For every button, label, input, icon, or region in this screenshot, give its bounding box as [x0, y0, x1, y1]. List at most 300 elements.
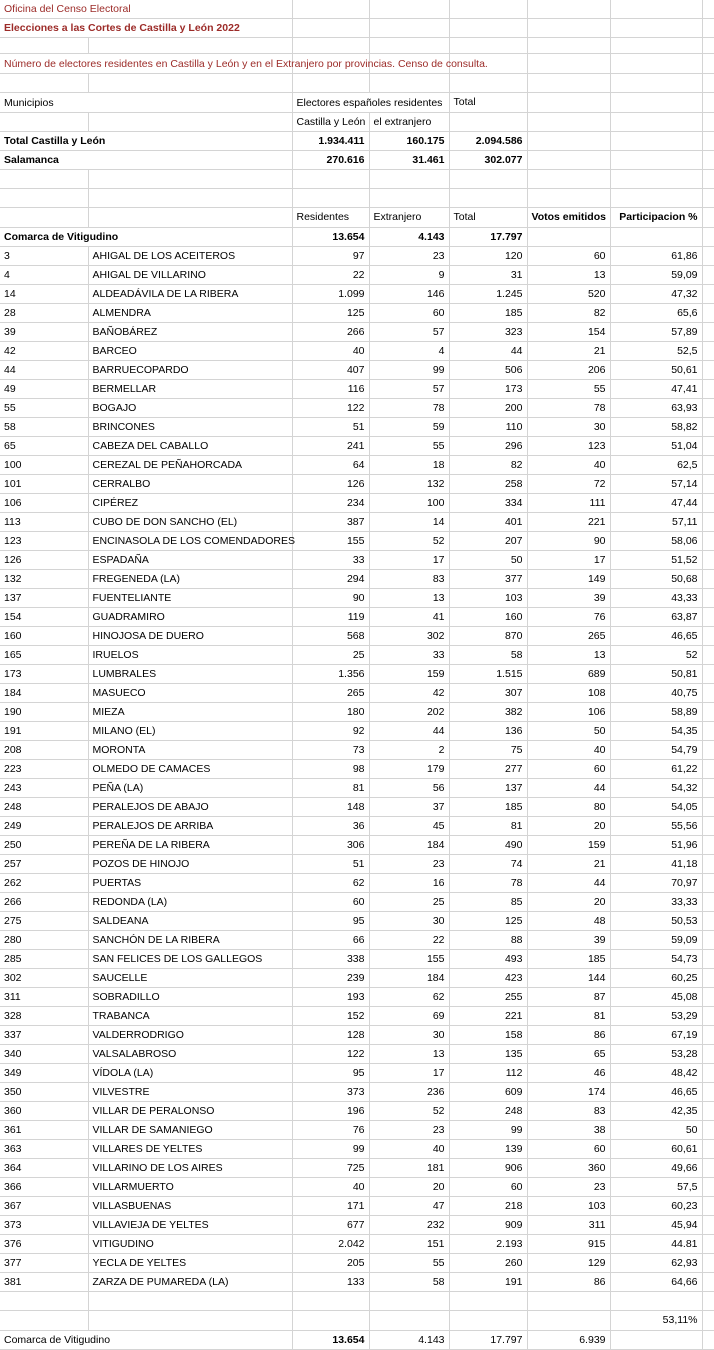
municipality-residentes: 387 — [292, 513, 369, 532]
municipality-votos: 144 — [527, 969, 610, 988]
municipality-votos: 221 — [527, 513, 610, 532]
municipality-total: 135 — [449, 1045, 527, 1064]
municipality-name — [88, 247, 292, 266]
municipality-extranjero: 55 — [369, 1254, 449, 1273]
municipality-votos: 76 — [527, 608, 610, 627]
municipality-code: 250 — [0, 836, 88, 855]
after-5 — [527, 1292, 610, 1311]
municipality-extranjero: 22 — [369, 931, 449, 950]
after-tail — [702, 1292, 714, 1311]
census-total-label — [0, 132, 292, 151]
r3-1 — [88, 38, 292, 54]
municipality-total: 423 — [449, 969, 527, 988]
after-0 — [0, 1292, 88, 1311]
sheet-row — [0, 722, 714, 741]
municipality-name-text: CUBO DE DON SANCHO (EL) — [92, 515, 238, 528]
mrow-34-tail — [702, 893, 714, 912]
municipality-votos: 149 — [527, 570, 610, 589]
municipality-votos: 39 — [527, 589, 610, 608]
municipality-votos: 86 — [527, 1273, 610, 1292]
municipality-total: 136 — [449, 722, 527, 741]
municipality-residentes: 126 — [292, 475, 369, 494]
municipality-code: 165 — [0, 646, 88, 665]
r10-2 — [292, 170, 369, 189]
sheet-row — [0, 418, 714, 437]
municipality-participacion: 52 — [610, 646, 702, 665]
sheet-row — [0, 247, 714, 266]
municipality-name-text: ZARZA DE PUMAREDA (LA) — [92, 1275, 229, 1288]
municipality-total: 334 — [449, 494, 527, 513]
municipality-participacion: 60,23 — [610, 1197, 702, 1216]
participation-summary: 53,11% — [610, 1311, 702, 1331]
ct1-0 — [527, 151, 610, 170]
r10-5 — [527, 170, 610, 189]
municipality-participacion: 57,11 — [610, 513, 702, 532]
r5-4 — [449, 74, 527, 93]
municipality-total: 82 — [449, 456, 527, 475]
sheet-row — [0, 1064, 714, 1083]
municipality-total: 382 — [449, 703, 527, 722]
municipality-residentes: 338 — [292, 950, 369, 969]
municipality-votos: 17 — [527, 551, 610, 570]
municipality-extranjero: 184 — [369, 836, 449, 855]
municipality-code: 44 — [0, 361, 88, 380]
municipality-total: 110 — [449, 418, 527, 437]
municipality-votos: 46 — [527, 1064, 610, 1083]
sheet-row — [0, 779, 714, 798]
municipality-total: 58 — [449, 646, 527, 665]
sheet-row — [0, 1159, 714, 1178]
municipality-name — [88, 1216, 292, 1235]
municipality-residentes: 1.099 — [292, 285, 369, 304]
footer-total-total: 17.797 — [449, 1331, 527, 1350]
mrow-54-tail — [702, 1273, 714, 1292]
sheet-row — [0, 1331, 714, 1350]
footer-total-votos: 6.939 — [527, 1331, 610, 1350]
municipality-name-text: BOGAJO — [92, 401, 137, 414]
sheet-row — [0, 38, 714, 54]
r11-tail — [702, 189, 714, 208]
municipality-extranjero: 302 — [369, 627, 449, 646]
municipality-votos: 60 — [527, 1140, 610, 1159]
sheet-row — [0, 969, 714, 988]
sheet-row — [0, 551, 714, 570]
municipality-votos: 81 — [527, 1007, 610, 1026]
municipality-total: 401 — [449, 513, 527, 532]
municipality-votos: 915 — [527, 1235, 610, 1254]
municipality-residentes: 64 — [292, 456, 369, 475]
sheet-row — [0, 1178, 714, 1197]
municipality-votos: 520 — [527, 285, 610, 304]
municipality-name — [88, 361, 292, 380]
municipality-extranjero: 59 — [369, 418, 449, 437]
municipality-extranjero: 47 — [369, 1197, 449, 1216]
municipality-votos: 206 — [527, 361, 610, 380]
municipality-code: 137 — [0, 589, 88, 608]
r6-1 — [610, 93, 702, 113]
municipality-extranjero: 20 — [369, 1178, 449, 1197]
municipality-participacion: 50,53 — [610, 912, 702, 931]
mrow-4-tail — [702, 323, 714, 342]
municipality-participacion: 59,09 — [610, 931, 702, 950]
municipality-name-text: VILVESTRE — [92, 1085, 150, 1098]
municipality-votos: 30 — [527, 418, 610, 437]
municipality-participacion: 60,25 — [610, 969, 702, 988]
sheet-row — [0, 380, 714, 399]
municipality-code: 65 — [0, 437, 88, 456]
municipality-extranjero: 179 — [369, 760, 449, 779]
municipality-name — [88, 627, 292, 646]
municipality-total: 173 — [449, 380, 527, 399]
municipality-name-text: OLMEDO DE CAMACES — [92, 762, 211, 775]
municipality-participacion: 46,65 — [610, 1083, 702, 1102]
municipality-extranjero: 23 — [369, 855, 449, 874]
footer-total-participacion — [610, 1331, 702, 1350]
r10-4 — [449, 170, 527, 189]
municipality-participacion: 57,89 — [610, 323, 702, 342]
municipality-residentes: 241 — [292, 437, 369, 456]
municipality-votos: 55 — [527, 380, 610, 399]
municipality-name — [88, 665, 292, 684]
r4-4 — [610, 54, 702, 74]
municipality-name — [88, 1007, 292, 1026]
municipality-code: 349 — [0, 1064, 88, 1083]
municipality-participacion: 50,68 — [610, 570, 702, 589]
municipality-participacion: 50 — [610, 1121, 702, 1140]
municipality-votos: 111 — [527, 494, 610, 513]
footer-total-label-text: Comarca de Vitigudino — [4, 1333, 111, 1346]
r5-1 — [88, 74, 292, 93]
census-total-total: 2.094.586 — [449, 132, 527, 151]
municipality-residentes: 306 — [292, 836, 369, 855]
census-total-residentes: 1.934.411 — [292, 132, 369, 151]
municipality-name-text: VILLARES DE YELTES — [92, 1142, 203, 1155]
municipality-extranjero: 23 — [369, 247, 449, 266]
municipality-residentes: 36 — [292, 817, 369, 836]
total-header-top: Total — [449, 93, 527, 113]
r2-tail — [702, 19, 714, 38]
municipality-name-text: MIEZA — [92, 705, 125, 718]
sheet-row — [0, 285, 714, 304]
municipality-name-text: CABEZA DEL CABALLO — [92, 439, 209, 452]
mrow-25-tail — [702, 722, 714, 741]
municipality-total: 31 — [449, 266, 527, 285]
municipality-extranjero: 57 — [369, 323, 449, 342]
r11-6 — [610, 189, 702, 208]
office-title-text: Oficina del Censo Electoral — [4, 2, 131, 15]
municipality-extranjero: 52 — [369, 532, 449, 551]
colhead-name — [88, 208, 292, 228]
municipality-residentes: 76 — [292, 1121, 369, 1140]
mrow-14-tail — [702, 513, 714, 532]
municipality-name — [88, 304, 292, 323]
municipality-residentes: 407 — [292, 361, 369, 380]
sheet-row — [0, 931, 714, 950]
municipality-votos: 60 — [527, 760, 610, 779]
municipality-residentes: 725 — [292, 1159, 369, 1178]
municipality-votos: 40 — [527, 741, 610, 760]
r1-4 — [610, 0, 702, 19]
municipality-participacion: 61,86 — [610, 247, 702, 266]
municipality-total: 2.193 — [449, 1235, 527, 1254]
municipality-name — [88, 969, 292, 988]
sheet-row — [0, 54, 714, 74]
municipality-residentes: 92 — [292, 722, 369, 741]
r2-2 — [449, 19, 527, 38]
sheet-row — [0, 1254, 714, 1273]
municipality-votos: 44 — [527, 874, 610, 893]
municipality-name-text: REDONDA (LA) — [92, 895, 168, 908]
colhead-code — [0, 208, 88, 228]
mrow-26-tail — [702, 741, 714, 760]
municipality-name-text: ENCINASOLA DE LOS COMENDADORES — [92, 534, 295, 547]
mrow-47-tail — [702, 1140, 714, 1159]
municipios-header — [0, 93, 292, 113]
municipality-residentes: 266 — [292, 323, 369, 342]
sheet-row — [0, 608, 714, 627]
municipality-residentes: 97 — [292, 247, 369, 266]
r5-2 — [292, 74, 369, 93]
municipality-votos: 39 — [527, 931, 610, 950]
municipality-residentes: 205 — [292, 1254, 369, 1273]
municipality-name-text: CERRALBO — [92, 477, 151, 490]
municipality-participacion: 53,29 — [610, 1007, 702, 1026]
municipality-extranjero: 151 — [369, 1235, 449, 1254]
municipality-residentes: 99 — [292, 1140, 369, 1159]
municipality-name — [88, 874, 292, 893]
footer-total-label — [0, 1331, 292, 1350]
municipality-code: 42 — [0, 342, 88, 361]
municipality-code: 360 — [0, 1102, 88, 1121]
municipality-name — [88, 817, 292, 836]
municipality-total: 160 — [449, 608, 527, 627]
sheet-row — [0, 342, 714, 361]
municipality-extranjero: 33 — [369, 646, 449, 665]
municipality-participacion: 44.81 — [610, 1235, 702, 1254]
r1-3 — [527, 0, 610, 19]
colhead-residentes: Residentes — [292, 208, 369, 228]
municipality-participacion: 54,79 — [610, 741, 702, 760]
mrow-22-tail — [702, 665, 714, 684]
municipality-extranjero: 4 — [369, 342, 449, 361]
castilla-subheader: Castilla y León — [292, 113, 369, 132]
municipality-votos: 689 — [527, 665, 610, 684]
municipality-name-text: BAÑOBÁREZ — [92, 325, 158, 338]
municipality-name — [88, 912, 292, 931]
mrow-48-tail — [702, 1159, 714, 1178]
municipality-residentes: 373 — [292, 1083, 369, 1102]
municipality-extranjero: 2 — [369, 741, 449, 760]
municipality-name — [88, 1178, 292, 1197]
comarca-header-participacion — [610, 228, 702, 247]
r3-3 — [369, 38, 449, 54]
municipality-code: 132 — [0, 570, 88, 589]
municipality-code: 363 — [0, 1140, 88, 1159]
census-subtitle-text: Número de electores residentes en Castilla y León y en el Extranjero por provincias. Censo de consulta. — [4, 57, 488, 70]
municipality-name-text: VILLAVIEJA DE YELTES — [92, 1218, 209, 1231]
r6-tail — [702, 93, 714, 113]
municipality-name-text: BERMELLAR — [92, 382, 157, 395]
municipality-name-text: AHIGAL DE VILLARINO — [92, 268, 206, 281]
municipality-total: 120 — [449, 247, 527, 266]
municipality-name-text: MORONTA — [92, 743, 146, 756]
municipality-extranjero: 202 — [369, 703, 449, 722]
mrow-7-tail — [702, 380, 714, 399]
municipality-participacion: 48,42 — [610, 1064, 702, 1083]
municipality-name — [88, 380, 292, 399]
municipality-code: 257 — [0, 855, 88, 874]
r1-0 — [292, 0, 369, 19]
municipality-name — [88, 798, 292, 817]
municipality-total: 909 — [449, 1216, 527, 1235]
census-total-label-text: Salamanca — [4, 153, 59, 166]
electores-header — [292, 93, 449, 113]
municipality-residentes: 60 — [292, 893, 369, 912]
municipality-name — [88, 703, 292, 722]
sheet-row — [0, 74, 714, 93]
psum-2 — [292, 1311, 369, 1331]
mrow-31-tail — [702, 836, 714, 855]
municipality-votos: 40 — [527, 456, 610, 475]
municipality-name — [88, 1102, 292, 1121]
sheet-row — [0, 228, 714, 247]
municipality-name-text: ALMENDRA — [92, 306, 151, 319]
mrow-42-tail — [702, 1045, 714, 1064]
ct0-0 — [527, 132, 610, 151]
r10-6 — [610, 170, 702, 189]
mrow-5-tail — [702, 342, 714, 361]
municipality-residentes: 62 — [292, 874, 369, 893]
municipality-participacion: 42,35 — [610, 1102, 702, 1121]
sheet-row — [0, 437, 714, 456]
municipality-name — [88, 456, 292, 475]
municipality-total: 307 — [449, 684, 527, 703]
municipality-total: 260 — [449, 1254, 527, 1273]
sheet-row — [0, 1102, 714, 1121]
municipality-votos: 159 — [527, 836, 610, 855]
municipality-votos: 60 — [527, 247, 610, 266]
r5-6 — [610, 74, 702, 93]
municipality-name — [88, 532, 295, 551]
sheet-row — [0, 1083, 714, 1102]
mrow-51-tail — [702, 1216, 714, 1235]
municipality-name — [88, 266, 292, 285]
r7-b — [88, 113, 292, 132]
municipality-name-text: PUERTAS — [92, 876, 142, 889]
mrow-10-tail — [702, 437, 714, 456]
municipality-code: 100 — [0, 456, 88, 475]
municipality-name — [88, 1273, 292, 1292]
r11-0 — [0, 189, 88, 208]
municipality-code: 49 — [0, 380, 88, 399]
after-2 — [292, 1292, 369, 1311]
municipality-code: 275 — [0, 912, 88, 931]
municipality-total: 78 — [449, 874, 527, 893]
r2-0 — [292, 19, 369, 38]
municipality-votos: 86 — [527, 1026, 610, 1045]
municipality-name-text: FREGENEDA (LA) — [92, 572, 181, 585]
municipality-name-text: LUMBRALES — [92, 667, 157, 680]
sheet-row — [0, 151, 714, 170]
municipality-total: 112 — [449, 1064, 527, 1083]
mrow-43-tail — [702, 1064, 714, 1083]
mrow-23-tail — [702, 684, 714, 703]
municipality-extranjero: 18 — [369, 456, 449, 475]
municipality-code: 364 — [0, 1159, 88, 1178]
municipality-participacion: 45,94 — [610, 1216, 702, 1235]
municipality-participacion: 47,41 — [610, 380, 702, 399]
municipality-code: 55 — [0, 399, 88, 418]
election-title-text: Elecciones a las Cortes de Castilla y León 2022 — [4, 21, 240, 34]
municipality-name — [88, 1235, 292, 1254]
municipality-participacion: 59,09 — [610, 266, 702, 285]
r2-3 — [527, 19, 610, 38]
municipality-name — [88, 513, 292, 532]
mrow-1-tail — [702, 266, 714, 285]
municipality-name — [88, 475, 292, 494]
municipality-code: 285 — [0, 950, 88, 969]
sheet-row — [0, 266, 714, 285]
municipality-participacion: 53,28 — [610, 1045, 702, 1064]
municipality-total: 277 — [449, 760, 527, 779]
municipality-code: 328 — [0, 1007, 88, 1026]
sheet-row — [0, 456, 714, 475]
comarca-header-residentes: 13.654 — [292, 228, 369, 247]
mrow-52-tail — [702, 1235, 714, 1254]
municipality-total: 125 — [449, 912, 527, 931]
municipality-name-text: VALDERRODRIGO — [92, 1028, 184, 1041]
municipality-extranjero: 181 — [369, 1159, 449, 1178]
sheet-row — [0, 855, 714, 874]
municipality-votos: 174 — [527, 1083, 610, 1102]
mrow-36-tail — [702, 931, 714, 950]
municipality-extranjero: 13 — [369, 589, 449, 608]
mrow-37-tail — [702, 950, 714, 969]
municipality-residentes: 33 — [292, 551, 369, 570]
municipality-name-text: SALDEANA — [92, 914, 149, 927]
municipality-residentes: 40 — [292, 342, 369, 361]
municipality-name-text: BARCEO — [92, 344, 137, 357]
municipality-code: 28 — [0, 304, 88, 323]
r7-2 — [610, 113, 702, 132]
mrow-18-tail — [702, 589, 714, 608]
sheet-row — [0, 1026, 714, 1045]
municipality-residentes: 116 — [292, 380, 369, 399]
municipality-code: 3 — [0, 247, 88, 266]
sheet-row — [0, 1045, 714, 1064]
psum-3 — [369, 1311, 449, 1331]
r4-tail — [702, 54, 714, 74]
sheet-row — [0, 950, 714, 969]
mrow-13-tail — [702, 494, 714, 513]
municipality-extranjero: 42 — [369, 684, 449, 703]
municipality-residentes: 294 — [292, 570, 369, 589]
municipality-name — [88, 855, 292, 874]
psum-0 — [0, 1311, 88, 1331]
municipality-name-text: YECLA DE YELTES — [92, 1256, 187, 1269]
municipality-residentes: 180 — [292, 703, 369, 722]
municipality-residentes: 81 — [292, 779, 369, 798]
municipality-votos: 154 — [527, 323, 610, 342]
municipality-votos: 23 — [527, 1178, 610, 1197]
municipality-total: 158 — [449, 1026, 527, 1045]
municipality-residentes: 40 — [292, 1178, 369, 1197]
mrow-27-tail — [702, 760, 714, 779]
sheet-row — [0, 475, 714, 494]
mrow-41-tail — [702, 1026, 714, 1045]
municipality-name-text: VILLASBUENAS — [92, 1199, 172, 1212]
mrow-24-tail — [702, 703, 714, 722]
